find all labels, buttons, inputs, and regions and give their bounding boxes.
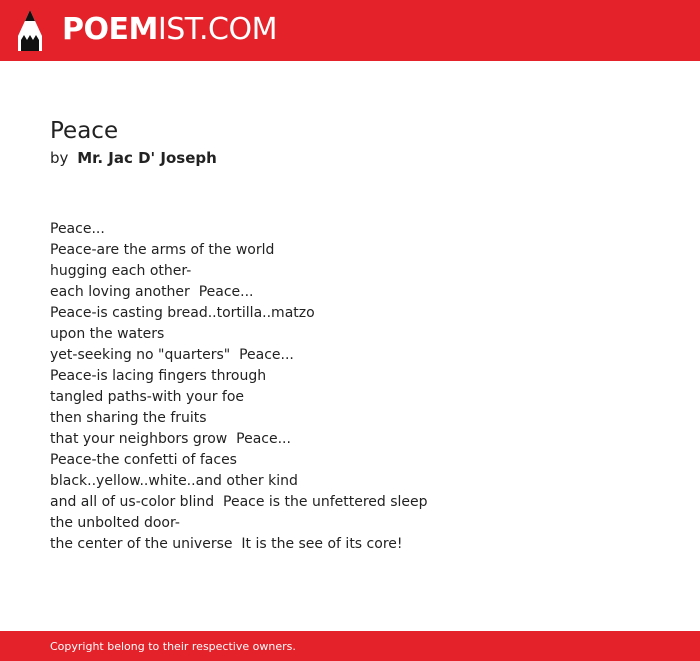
poem-line: then sharing the fruits: [50, 410, 207, 426]
byline: [50, 148, 217, 168]
poem-line: the unbolted door-: [50, 515, 180, 531]
poem-line: upon the waters: [50, 326, 165, 342]
poem-line: Peace-is casting bread..tortilla..matzo: [50, 305, 315, 321]
poem-line: and all of us-color blind Peace is the unfettered sleep: [50, 494, 428, 510]
logo-bold-text: POEM: [62, 12, 158, 47]
by-label: by: [50, 149, 69, 167]
site-header: [0, 0, 700, 61]
copyright-text: Copyright belong to their respective owners.: [50, 640, 296, 653]
poem-line: black..yellow..white..and other kind: [50, 473, 298, 489]
poem-line: hugging each other-: [50, 263, 192, 279]
poem-line: tangled paths-with your foe: [50, 389, 245, 405]
poem-line: Peace-the confetti of faces: [50, 452, 237, 468]
author-name: Mr. Jac D' Joseph: [77, 149, 217, 167]
poem-body: [50, 219, 428, 555]
poem-line: the center of the universe It is the see of its core!: [50, 536, 403, 552]
poem-line: that your neighbors grow Peace...: [50, 431, 291, 447]
poem-line: yet-seeking no "quarters" Peace...: [50, 347, 294, 363]
site-footer: [0, 631, 700, 661]
poem-line: Peace-are the arms of the world: [50, 242, 275, 258]
site-logo[interactable]: [62, 12, 277, 48]
poem-title: Peace: [50, 118, 119, 144]
poem-line: Peace-is lacing fingers through: [50, 368, 267, 384]
logo-light-text: IST.COM: [157, 12, 277, 47]
poem-line: Peace...: [50, 221, 105, 237]
pencil-icon: [18, 10, 42, 51]
poem-line: each loving another Peace...: [50, 284, 254, 300]
